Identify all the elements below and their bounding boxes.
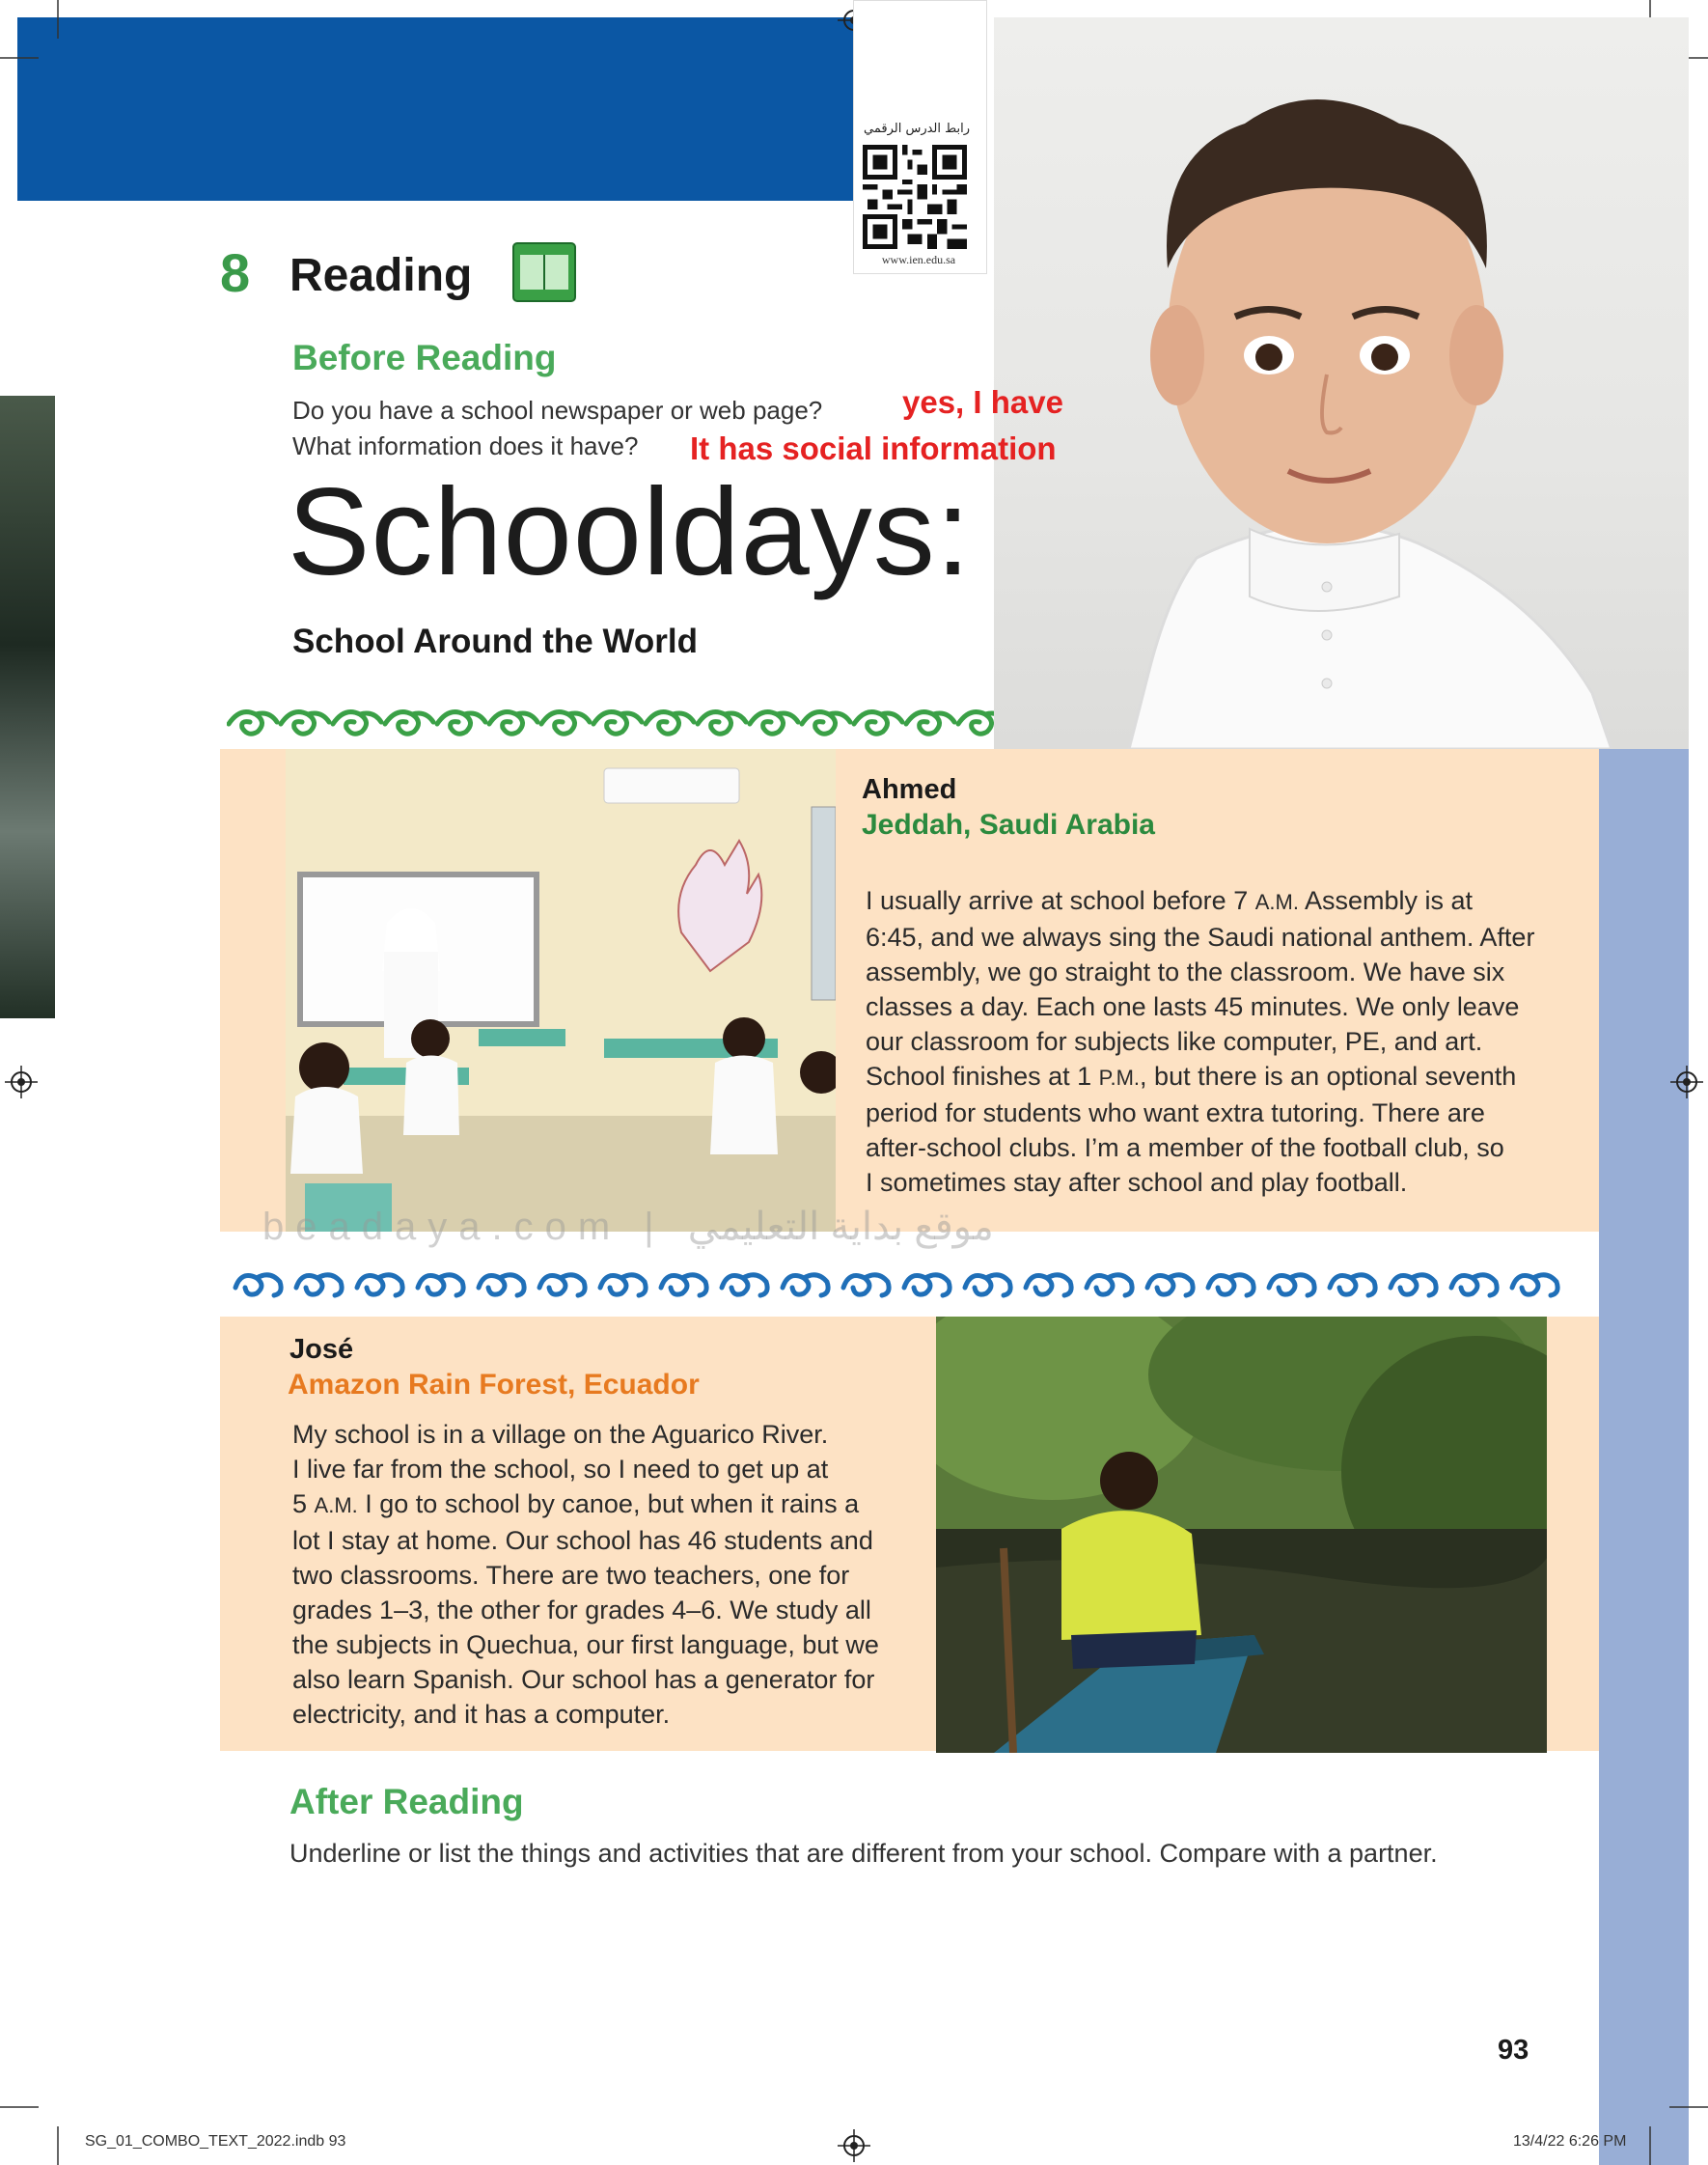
jose-line: grades 1–3, the other for grades 4–6. We study all (292, 1596, 871, 1624)
article-subtitle: School Around the World (292, 623, 698, 660)
jose-line: the subjects in Quechua, our first language, but we (292, 1630, 879, 1659)
ahmed-place: Jeddah, Saudi Arabia (862, 809, 1155, 841)
boy-portrait-photo (994, 17, 1689, 749)
site-watermark: beadaya.com | موقع بداية التعليمي (262, 1206, 994, 1248)
lesson-number: 8 (220, 242, 251, 303)
registration-mark-right (1670, 1066, 1703, 1098)
after-reading-heading: After Reading (289, 1782, 524, 1821)
qr-url[interactable]: www.ien.edu.sa (881, 253, 956, 266)
green-ornament-border (227, 703, 994, 741)
jose-line: I live far from the school, so I need to get up at (292, 1455, 829, 1484)
article-title: Schooldays: (288, 463, 972, 601)
answer-2: It has social information (690, 430, 1057, 466)
jose-line: two classrooms. There are two teachers, one for (292, 1561, 850, 1590)
jose-place: Amazon Rain Forest, Ecuador (288, 1369, 700, 1401)
ahmed-line: I usually arrive at school before 7 A.M. Assembly is at (866, 886, 1474, 915)
jose-text (292, 1417, 949, 1732)
ahmed-line: period for students who want extra tutoring. There are (866, 1098, 1485, 1127)
ahmed-line: 6:45, and we always sing the Saudi national anthem. After (866, 923, 1535, 952)
question-1: Do you have a school newspaper or web page? (292, 396, 823, 425)
jose-line: lot I stay at home. Our school has 46 students and (292, 1526, 873, 1555)
ahmed-line: I sometimes stay after school and play football. (866, 1168, 1408, 1197)
classroom-photo (286, 749, 836, 1232)
ahmed-line: assembly, we go straight to the classroom. We have six (866, 958, 1505, 986)
jose-name: José (289, 1334, 354, 1365)
registration-mark-bottom (838, 2129, 870, 2162)
after-reading-instruction: Underline or list the things and activities that are different from your school. Compare with a partner. (289, 1839, 1438, 1868)
footer-timestamp: 13/4/22 6:26 PM (1513, 2133, 1627, 2150)
ahmed-line: classes a day. Each one lasts 45 minutes. We only leave (866, 992, 1520, 1021)
footer-file-info: SG_01_COMBO_TEXT_2022.indb 93 (85, 2133, 346, 2150)
rainforest-canoe-photo (936, 1317, 1547, 1753)
question-2: What information does it have? (292, 431, 639, 460)
blue-ornament-border (232, 1264, 1583, 1305)
ahmed-line: School finishes at 1 P.M., but there is an optional seventh (866, 1062, 1517, 1091)
qr-caption: رابط الدرس الرقمي (864, 122, 970, 136)
ahmed-name: Ahmed (862, 774, 957, 805)
jose-line: My school is in a village on the Aguarico River. (292, 1420, 829, 1449)
jose-line: also learn Spanish. Our school has a generator for (292, 1665, 875, 1694)
lesson-title: Reading (289, 250, 473, 301)
before-reading-heading: Before Reading (292, 338, 557, 377)
page-number: 93 (1498, 2035, 1529, 2066)
ahmed-text (866, 883, 1589, 1200)
book-icon (511, 241, 577, 303)
answer-1: yes, I have (902, 384, 1063, 420)
jose-line: 5 A.M. I go to school by canoe, but when it rains a (292, 1489, 860, 1518)
qr-code[interactable] (863, 145, 967, 249)
ahmed-line: our classroom for subjects like computer, PE, and art. (866, 1027, 1483, 1056)
registration-mark-left (5, 1066, 38, 1098)
ahmed-line: after-school clubs. I’m a member of the football club, so (866, 1133, 1504, 1162)
jose-line: electricity, and it has a computer. (292, 1700, 671, 1729)
